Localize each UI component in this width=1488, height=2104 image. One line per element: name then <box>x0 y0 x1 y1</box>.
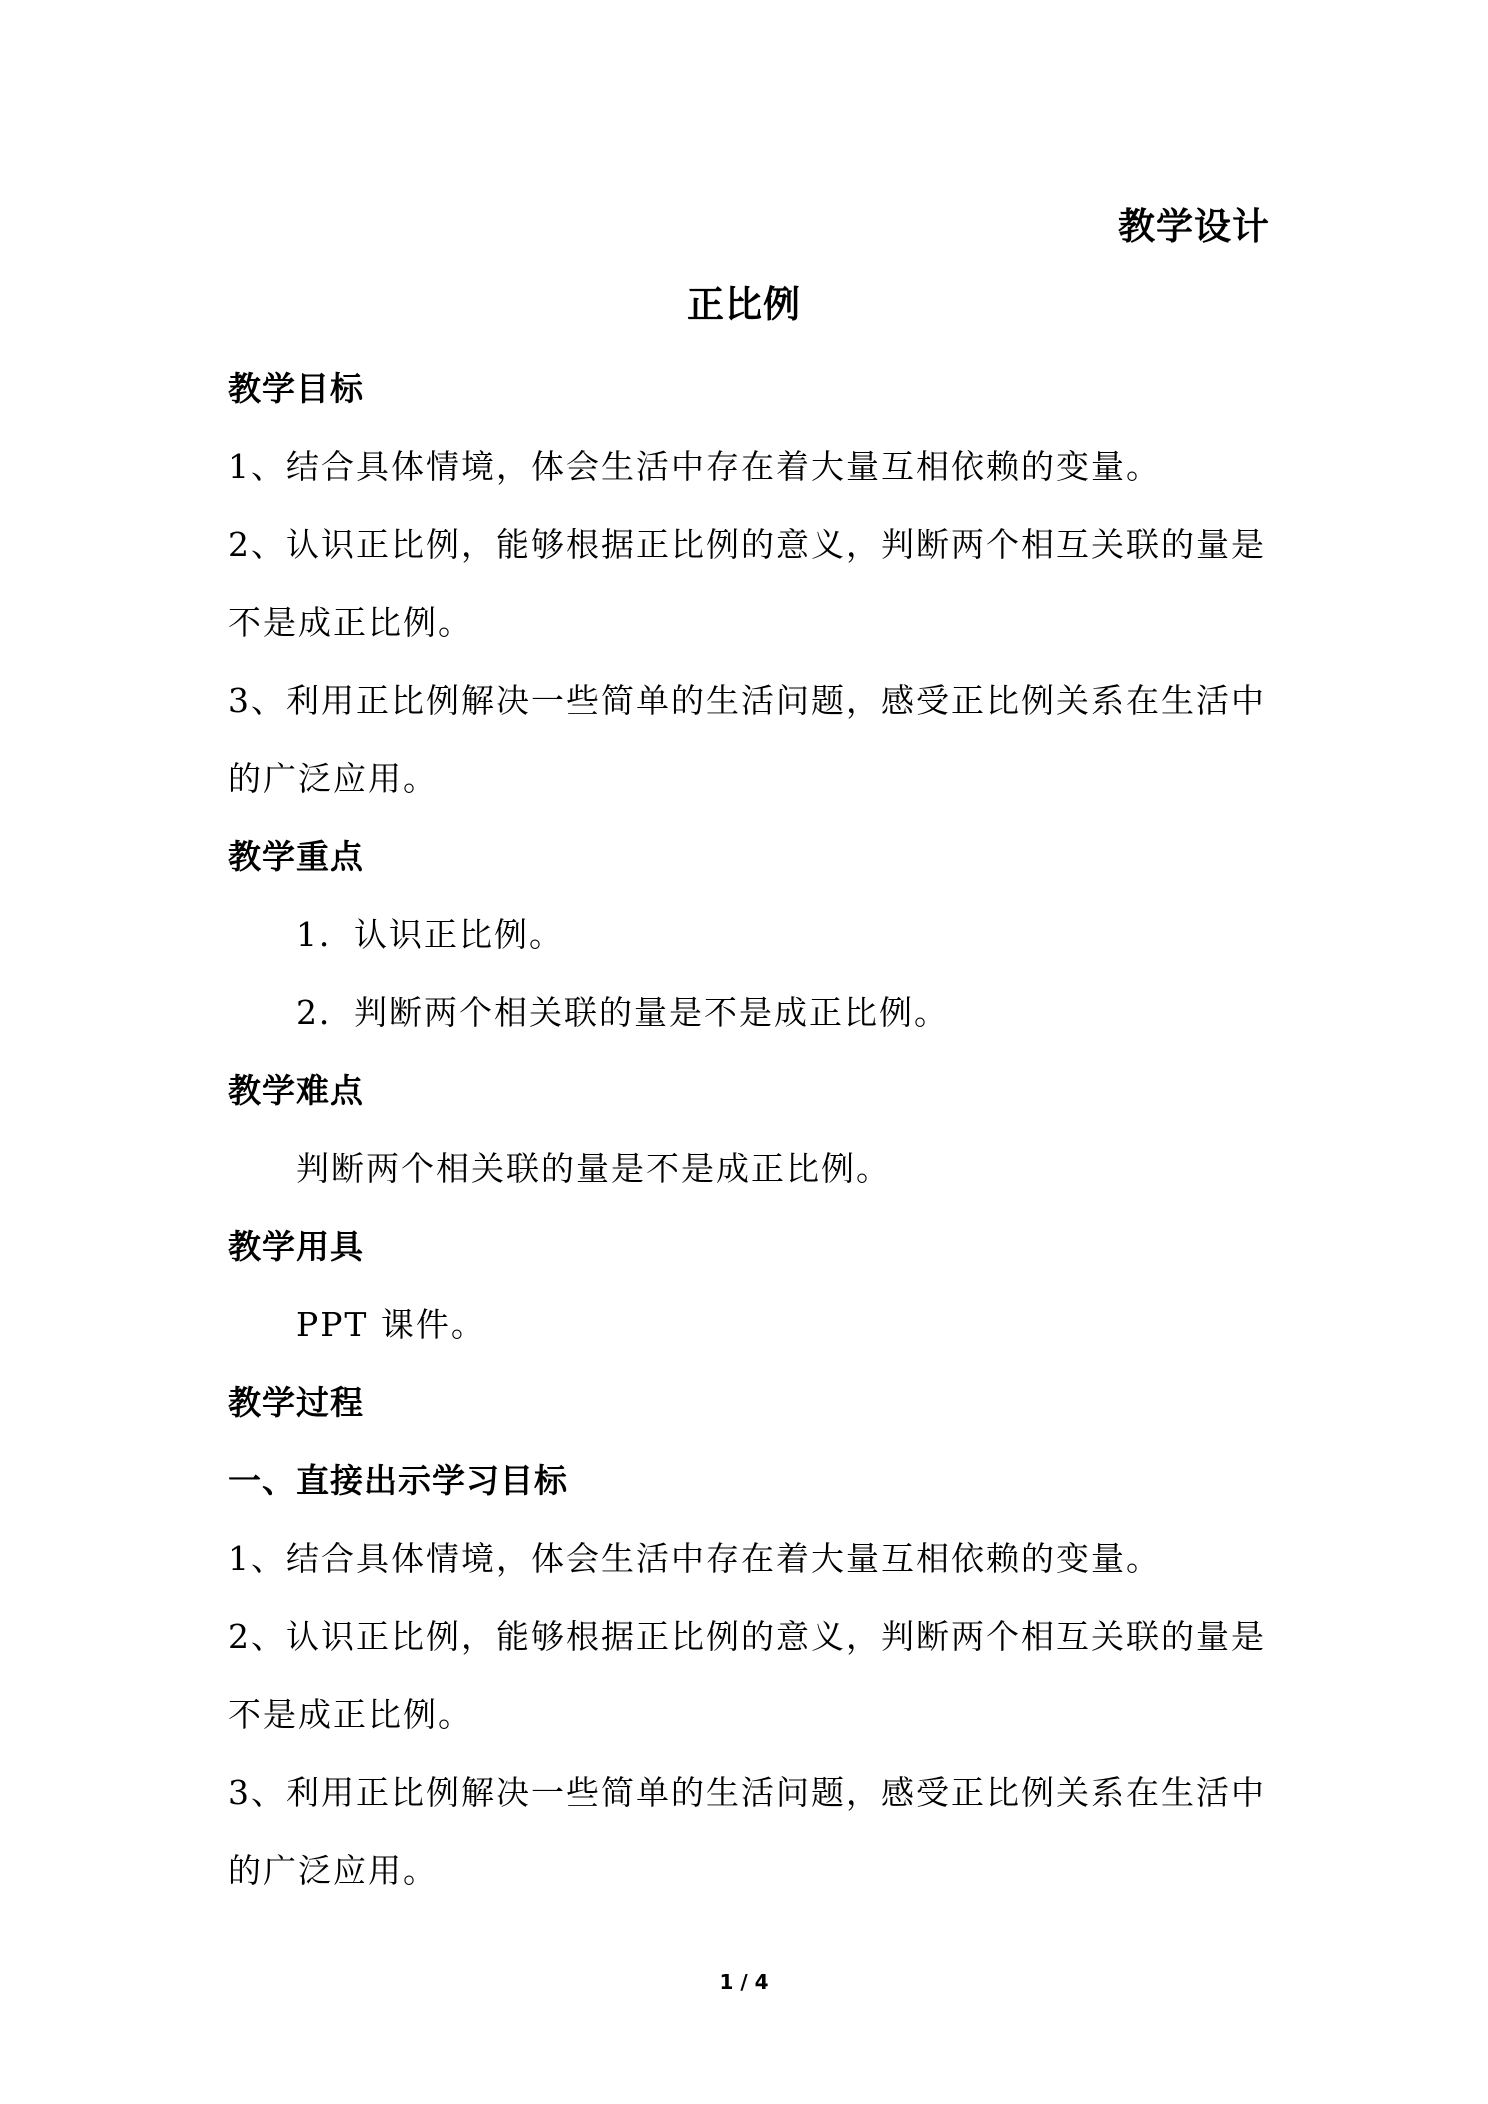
document-title: 正比例 <box>687 283 801 326</box>
section-objectives <box>228 350 1268 818</box>
document-body <box>228 350 1268 1910</box>
objective-item-3: 3、利用正比例解决一些简单的生活问题，感受正比例关系在生活中的广泛应用。 <box>228 681 1266 798</box>
page-number: 1 / 4 <box>719 1970 769 1994</box>
tools-text: PPT 课件。 <box>296 1305 486 1344</box>
process-step-1-item-3: 3、利用正比例解决一些简单的生活问题，感受正比例关系在生活中的广泛应用。 <box>228 1773 1266 1890</box>
process-step-1-item-1: 1、结合具体情境，体会生活中存在着大量互相依赖的变量。 <box>228 1539 1161 1578</box>
difficulty-text: 判断两个相关联的量是不是成正比例。 <box>296 1149 891 1188</box>
objective-item-2: 2、认识正比例，能够根据正比例的意义，判断两个相互关联的量是不是成正比例。 <box>228 525 1266 642</box>
process-step-1-item-2: 2、认识正比例，能够根据正比例的意义，判断两个相互关联的量是不是成正比例。 <box>228 1617 1266 1734</box>
key-point-item-2: 2．判断两个相关联的量是不是成正比例。 <box>296 993 949 1032</box>
section-difficulties <box>228 1052 1268 1208</box>
section-process <box>228 1364 1268 1910</box>
section-key-points <box>228 818 1268 1052</box>
section-tools <box>228 1208 1268 1364</box>
document-type-label: 教学设计 <box>1118 205 1270 248</box>
section-heading-difficulties: 教学难点 <box>228 1071 364 1110</box>
section-heading-tools: 教学用具 <box>228 1227 364 1266</box>
section-heading-process: 教学过程 <box>228 1383 364 1422</box>
section-heading-objectives: 教学目标 <box>228 369 364 408</box>
process-step-1-heading: 一、直接出示学习目标 <box>228 1461 568 1500</box>
key-point-item-1: 1．认识正比例。 <box>296 915 564 954</box>
objective-item-1: 1、结合具体情境，体会生活中存在着大量互相依赖的变量。 <box>228 447 1161 486</box>
section-heading-key-points: 教学重点 <box>228 837 364 876</box>
